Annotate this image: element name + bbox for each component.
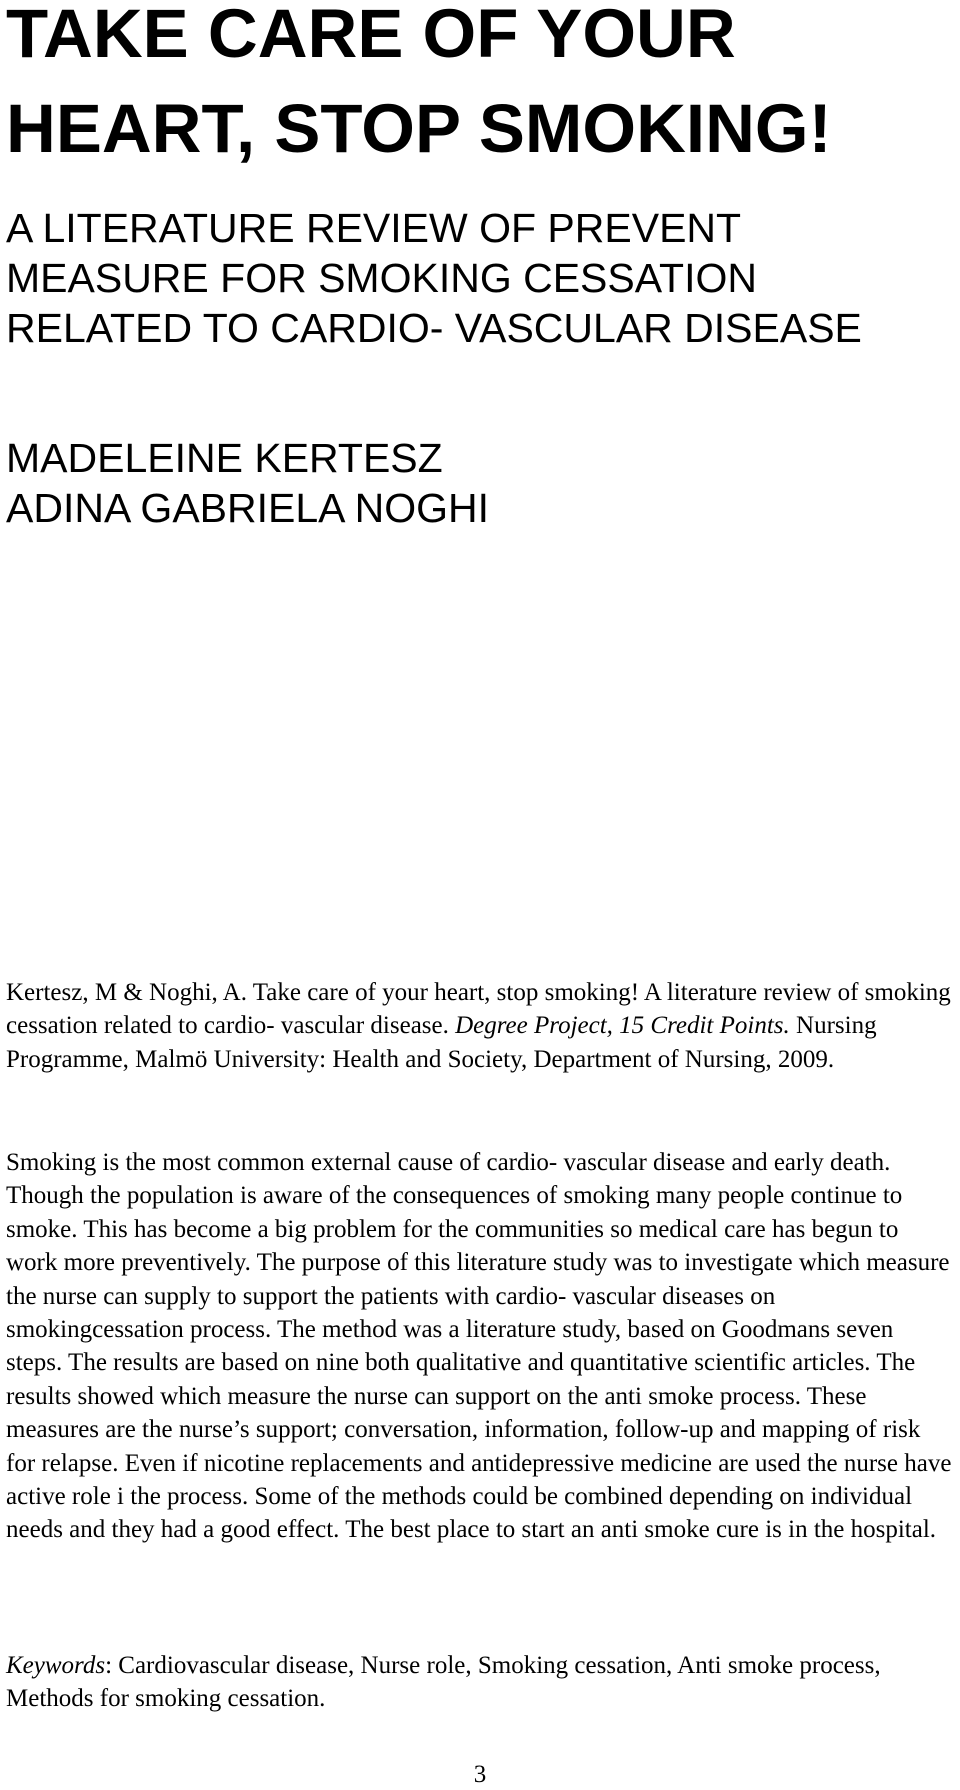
- abstract-paragraph: Smoking is the most common external cause of cardio- vascular disease and early death. Though the population is aware of the consequences of smoking many people continue to smoke. This has become a big problem for the communities so medical care has begun to work more preventively. The purpose of this literature study was to investigate which measure the nurse can supply to support the patients with cardio- vascular diseases on smokingcessation process. The method was a literature study, based on Goodmans seven steps. The results are based on nine both qualitative and quantitative scientific articles. The results showed which measure the nurse can support on the anti smoke process. These measures are the nurse’s support; conversation, information, follow-up and mapping of risk for relapse. Even if nicotine replacements and antidepressive medicine are used the nurse have active role i the process. Some of the methods could be combined depending on individual needs and they had a good effect. The best place to start an anti smoke cure is in the hospital.: [6, 1149, 952, 1544]
- keywords-label: Keywords: [6, 1652, 106, 1679]
- citation-text-start: Kertesz, M & Noghi, A. Take care of your heart, stop smoking! A literature review of smoking cessation related to cardio- vascular disease.: [6, 979, 951, 1040]
- citation-paragraph: [6, 976, 952, 1076]
- author-name: ADINA GABRIELA NOGHI: [6, 485, 490, 531]
- keywords-text: : Cardiovascular disease, Nurse role, Smoking cessation, Anti smoke process, Methods for smoking cessation.: [6, 1652, 881, 1713]
- author-name: MADELEINE KERTESZ: [6, 435, 443, 481]
- document-title: TAKE CARE OF YOUR HEART, STOP SMOKING!: [6, 0, 832, 167]
- keywords-paragraph: [6, 1649, 952, 1716]
- author-list: [6, 433, 946, 533]
- citation-italic: Degree Project, 15 Credit Points.: [455, 1012, 790, 1040]
- citation-text-end: Nursing Programme, Malmö University: Health and Society, Department of Nursing, 2009.: [6, 1012, 877, 1073]
- document-subtitle: A LITERATURE REVIEW OF PREVENT MEASURE FOR SMOKING CESSATION RELATED TO CARDIO- VASCULAR DISEASE: [6, 205, 862, 351]
- page-number: 3: [473, 1761, 487, 1788]
